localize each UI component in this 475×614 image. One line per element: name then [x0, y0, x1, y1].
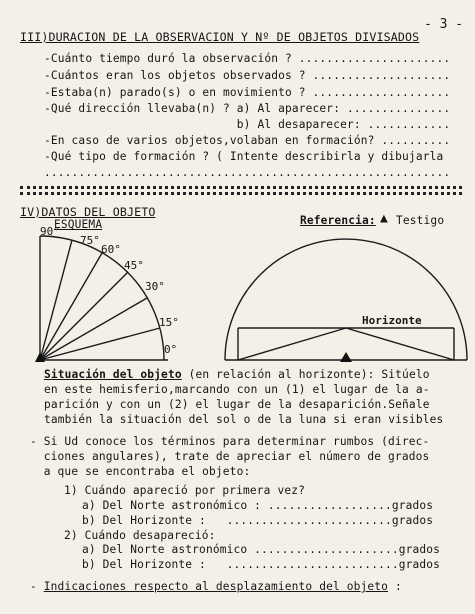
witness-symbol: ▲ [380, 211, 388, 226]
horizon-label: Horizonte [362, 314, 422, 327]
angle-label-75: 75° [80, 234, 100, 247]
question-disappearance: 2) Cuándo desapareció: [64, 529, 216, 542]
disappearance-north-field: a) Del Norte astronómico .....................grados [82, 543, 441, 556]
situation-line-4: también la situación del sol o de la luna si eran visibles [44, 413, 444, 426]
angle-label-0: 0° [164, 343, 178, 356]
question-motion-state: -Estaba(n) parado(s) o en movimiento ? .................... [44, 86, 451, 99]
question-formation-flight: -En caso de varios objetos,volaban en formación? .......... [44, 134, 451, 147]
question-direction-disappear: b) Al desaparecer: ............ [44, 118, 451, 131]
appearance-north-field: a) Del Norte astronómico : ..................grados [82, 499, 434, 512]
angle-label-90: 90° [40, 225, 60, 238]
rumbos-line-3: a que se encontraba el objeto: [30, 465, 251, 478]
reference-label: Referencia: [300, 214, 376, 227]
schema-label: ESQUEMA [54, 218, 103, 231]
situation-line-1-rest: (en relación al horizonte): Sitúelo [181, 368, 430, 381]
displacement-heading: Indicaciones respecto al desplazamiento del objeto [43, 580, 389, 593]
section3-title: III)DURACION DE LA OBSERVACION Y Nº DE OBJETOS DIVISADOS [20, 30, 420, 44]
observer-marker-right [340, 352, 352, 362]
question-first-appearance: 1) Cuándo apareció por primera vez? [64, 484, 305, 497]
question-duration: -Cuánto tiempo duró la observación ? ...................... [44, 52, 451, 65]
hemisphere-diagram [225, 239, 467, 360]
question-formation-type: -Qué tipo de formación ? ( Intente describirla y dibujarla [44, 150, 444, 163]
rumbos-line-1: - Si Ud conoce los términos para determinar rumbos (direc- [30, 435, 430, 448]
ray-75 [40, 240, 72, 360]
angle-label-30: 30° [145, 280, 165, 293]
ray-15 [40, 328, 160, 360]
displacement-suffix: : [388, 580, 402, 593]
situation-line-3: parición y con un (2) el lugar de la desaparición.Señale [44, 398, 430, 411]
appearance-horizon-field: b) Del Horizonte : ........................grados [82, 514, 434, 527]
formation-answer-line: ........................................................... [44, 166, 451, 179]
hemisphere-arc [225, 239, 467, 360]
question-direction-appear: -Qué dirección llevaba(n) ? a) Al aparecer: ............... [44, 102, 451, 115]
situation-heading: Situación del objeto [44, 368, 182, 381]
witness-label: Testigo [396, 214, 445, 227]
displacement-prefix: - [30, 580, 44, 593]
situation-line-2: en este hemisferio,marcando con un (1) el lugar de la a- [44, 383, 430, 396]
displacement-line [30, 580, 402, 593]
sight-line-left [238, 328, 346, 360]
disappearance-horizon-field: b) Del Horizonte : .........................grados [82, 558, 441, 571]
angle-label-15: 15° [159, 316, 179, 329]
angle-label-45: 45° [124, 259, 144, 272]
sight-line-right [346, 328, 454, 360]
section4-title: IV)DATOS DEL OBJETO [20, 205, 156, 219]
page-number: - 3 - [424, 17, 464, 32]
situation-line-1 [44, 368, 430, 381]
angle-label-60: 60° [101, 243, 121, 256]
rumbos-line-2: ciones angulares), trate de apreciar el número de grados [30, 450, 430, 463]
question-object-count: -Cuántos eran los objetos observados ? .................... [44, 69, 451, 82]
